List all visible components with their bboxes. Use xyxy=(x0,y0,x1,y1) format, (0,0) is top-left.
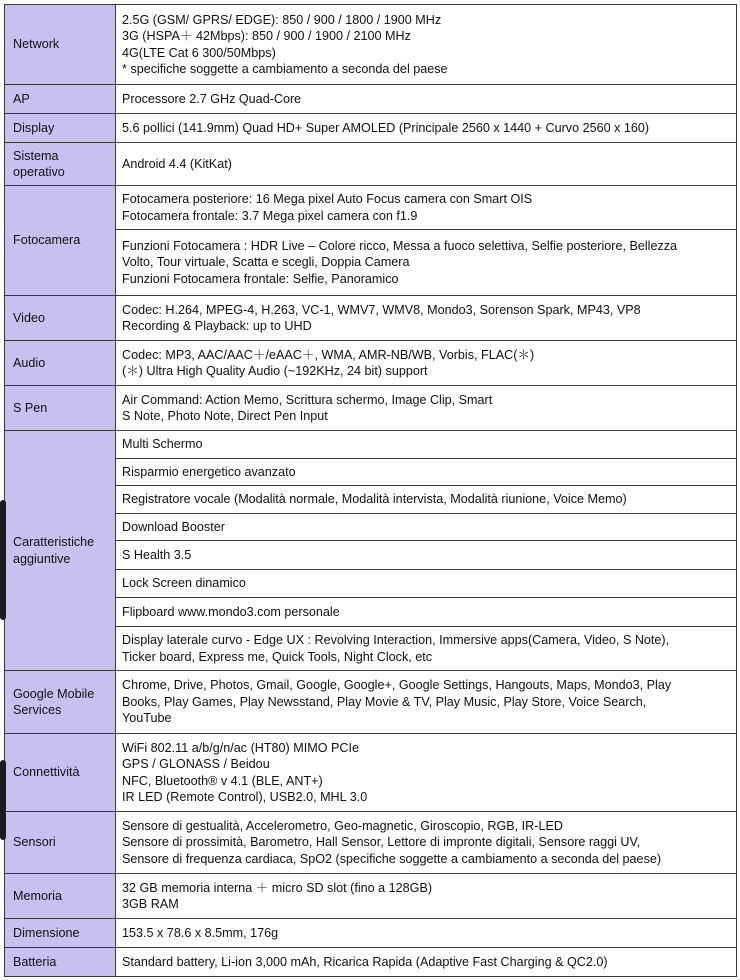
spec-value xyxy=(116,541,737,570)
spec-value xyxy=(116,486,737,514)
spec-row xyxy=(5,948,737,977)
spec-value-line: 153.5 x 78.6 x 8.5mm, 176g xyxy=(122,925,279,940)
spec-row xyxy=(5,874,737,919)
spec-value-line: 2.5G (GSM/ GPRS/ EDGE): 850 / 900 / 1800 / 1900 MHz xyxy=(122,12,442,27)
spec-value-line: IR LED (Remote Control), USB2.0, MHL 3.0 xyxy=(122,789,368,804)
spec-value-line: Lock Screen dinamico xyxy=(122,576,246,591)
spec-row xyxy=(5,85,737,114)
left-edge-mark xyxy=(0,760,6,840)
spec-value xyxy=(116,459,737,486)
spec-value-line: Codec: H.264, MPEG-4, H.263, VC-1, WMV7, WMV8, Mondo3, Sorenson Spark, MP43, VP8 xyxy=(122,302,641,317)
spec-value-line: Risparmio energetico avanzato xyxy=(122,464,296,479)
spec-value-line: Fotocamera posteriore: 16 Mega pixel Auto Focus camera con Smart OIS xyxy=(122,192,533,207)
spec-value-line: Codec: MP3, AAC/AAC＋/eAAC＋, WMA, AMR-NB/WB, Vorbis, FLAC(＊) xyxy=(122,347,535,362)
spec-value-line: Android 4.4 (KitKat) xyxy=(122,156,232,171)
spec-row xyxy=(5,5,737,85)
spec-label-memoria: Memoria xyxy=(5,874,116,919)
spec-label-fotocamera: Fotocamera xyxy=(5,186,116,296)
spec-row xyxy=(5,919,737,948)
left-edge-mark xyxy=(0,500,6,620)
spec-value-line: Books, Play Games, Play Newsstand, Play Movie & TV, Play Music, Play Store, Voice Search, xyxy=(122,694,647,709)
spec-value-line: Chrome, Drive, Photos, Gmail, Google, Google+, Google Settings, Hangouts, Maps, Mondo3, Play xyxy=(122,678,672,693)
spec-value xyxy=(116,874,737,919)
spec-label-sistema-operativo: Sistema operativo xyxy=(5,143,116,186)
spec-table xyxy=(4,4,737,977)
spec-label-dimensione: Dimensione xyxy=(5,919,116,948)
spec-row xyxy=(5,386,737,431)
spec-value xyxy=(116,5,737,85)
spec-value-line: S Health 3.5 xyxy=(122,547,192,562)
spec-value xyxy=(116,230,737,296)
spec-value-line: (＊) Ultra High Quality Audio (~192KHz, 24 bit) support xyxy=(122,364,428,378)
spec-value xyxy=(116,143,737,186)
spec-row xyxy=(5,671,737,734)
spec-value xyxy=(116,186,737,230)
spec-value xyxy=(116,431,737,459)
spec-value-line: Funzioni Fotocamera frontale: Selfie, Panoramico xyxy=(122,271,399,286)
spec-value-line: 3G (HSPA＋ 42Mbps): 850 / 900 / 1900 / 2100 MHz xyxy=(122,29,411,44)
spec-value xyxy=(116,919,737,948)
spec-value-line: Registratore vocale (Modalità normale, Modalità intervista, Modalità riunione, Voice Memo) xyxy=(122,492,627,507)
spec-value xyxy=(116,296,737,341)
spec-value-line: * specifiche soggette a cambiamento a seconda del paese xyxy=(122,61,448,76)
spec-value-line: S Note, Photo Note, Direct Pen Input xyxy=(122,409,328,423)
spec-label-batteria: Batteria xyxy=(5,948,116,977)
spec-label-caratteristiche-aggiuntive: Caratteristiche aggiuntive xyxy=(5,431,116,671)
spec-label-sensori: Sensori xyxy=(5,812,116,874)
spec-row xyxy=(5,296,737,341)
spec-value-line: GPS / GLONASS / Beidou xyxy=(122,757,270,772)
spec-label-connettivit: Connettività xyxy=(5,734,116,812)
spec-value-line: Volto, Tour virtuale, Scatta e scegli, Doppia Camera xyxy=(122,255,410,270)
spec-value xyxy=(116,114,737,143)
spec-value-line: Ticker board, Express me, Quick Tools, Night Clock, etc xyxy=(122,649,433,664)
spec-value xyxy=(116,734,737,812)
spec-value-line: 4G(LTE Cat 6 300/50Mbps) xyxy=(122,45,276,60)
spec-value xyxy=(116,948,737,977)
spec-value-line: Display laterale curvo - Edge UX : Revolving Interaction, Immersive apps(Camera, Video, S Note), xyxy=(122,633,670,648)
spec-label-display: Display xyxy=(5,114,116,143)
spec-value xyxy=(116,812,737,874)
spec-value-line: Sensore di frequenza cardiaca, SpO2 (specifiche soggette a cambiamento a seconda del paese) xyxy=(122,851,662,866)
spec-value-line: Funzioni Fotocamera : HDR Live – Colore ricco, Messa a fuoco selettiva, Selfie posteriore, Bellezza xyxy=(122,238,678,253)
spec-label-ap: AP xyxy=(5,85,116,114)
spec-value-line: Sensore di gestualità, Accelerometro, Geo-magnetic, Giroscopio, RGB, IR-LED xyxy=(122,818,563,833)
spec-value-line: Air Command: Action Memo, Scrittura schermo, Image Clip, Smart xyxy=(122,392,493,407)
spec-value-line: 32 GB memoria interna ＋ micro SD slot (fino a 128GB) xyxy=(122,880,433,895)
spec-value-line: Download Booster xyxy=(122,519,225,534)
spec-value-line: WiFi 802.11 a/b/g/n/ac (HT80) MIMO PCIe xyxy=(122,740,360,755)
spec-value xyxy=(116,598,737,627)
spec-value xyxy=(116,671,737,734)
spec-value xyxy=(116,341,737,386)
spec-value-line: Sensore di prossimità, Barometro, Hall Sensor, Lettore di impronte digitali, Sensore raggi UV, xyxy=(122,835,641,850)
spec-value-line: YouTube xyxy=(122,711,172,726)
spec-value xyxy=(116,570,737,598)
spec-value xyxy=(116,85,737,114)
spec-label-google-mobile-services: Google Mobile Services xyxy=(5,671,116,734)
spec-value xyxy=(116,386,737,431)
spec-value-line: Fotocamera frontale: 3.7 Mega pixel camera con f1.9 xyxy=(122,208,418,223)
spec-value-line: Flipboard www.mondo3.com personale xyxy=(122,604,340,619)
spec-value xyxy=(116,514,737,541)
spec-value xyxy=(116,627,737,671)
spec-row xyxy=(5,341,737,386)
spec-value-line: Processore 2.7 GHz Quad-Core xyxy=(122,91,302,106)
spec-label-s-pen: S Pen xyxy=(5,386,116,431)
spec-value-line: 5.6 pollici (141.9mm) Quad HD+ Super AMOLED (Principale 2560 x 1440 + Curvo 2560 x 160) xyxy=(122,120,650,135)
spec-value-line: NFC, Bluetooth® v 4.1 (BLE, ANT+) xyxy=(122,773,323,788)
spec-value-line: Standard battery, Li-ion 3,000 mAh, Ricarica Rapida (Adaptive Fast Charging & QC2.0) xyxy=(122,954,608,969)
spec-row xyxy=(5,431,737,459)
spec-value-line: Multi Schermo xyxy=(122,437,203,452)
spec-row xyxy=(5,186,737,230)
spec-row xyxy=(5,143,737,186)
spec-row xyxy=(5,812,737,874)
spec-value-line: Recording & Playback: up to UHD xyxy=(122,319,312,333)
spec-row xyxy=(5,734,737,812)
spec-value-line: 3GB RAM xyxy=(122,897,179,911)
spec-sheet xyxy=(4,4,737,977)
spec-label-network: Network xyxy=(5,5,116,85)
spec-label-video: Video xyxy=(5,296,116,341)
spec-row xyxy=(5,114,737,143)
spec-label-audio: Audio xyxy=(5,341,116,386)
